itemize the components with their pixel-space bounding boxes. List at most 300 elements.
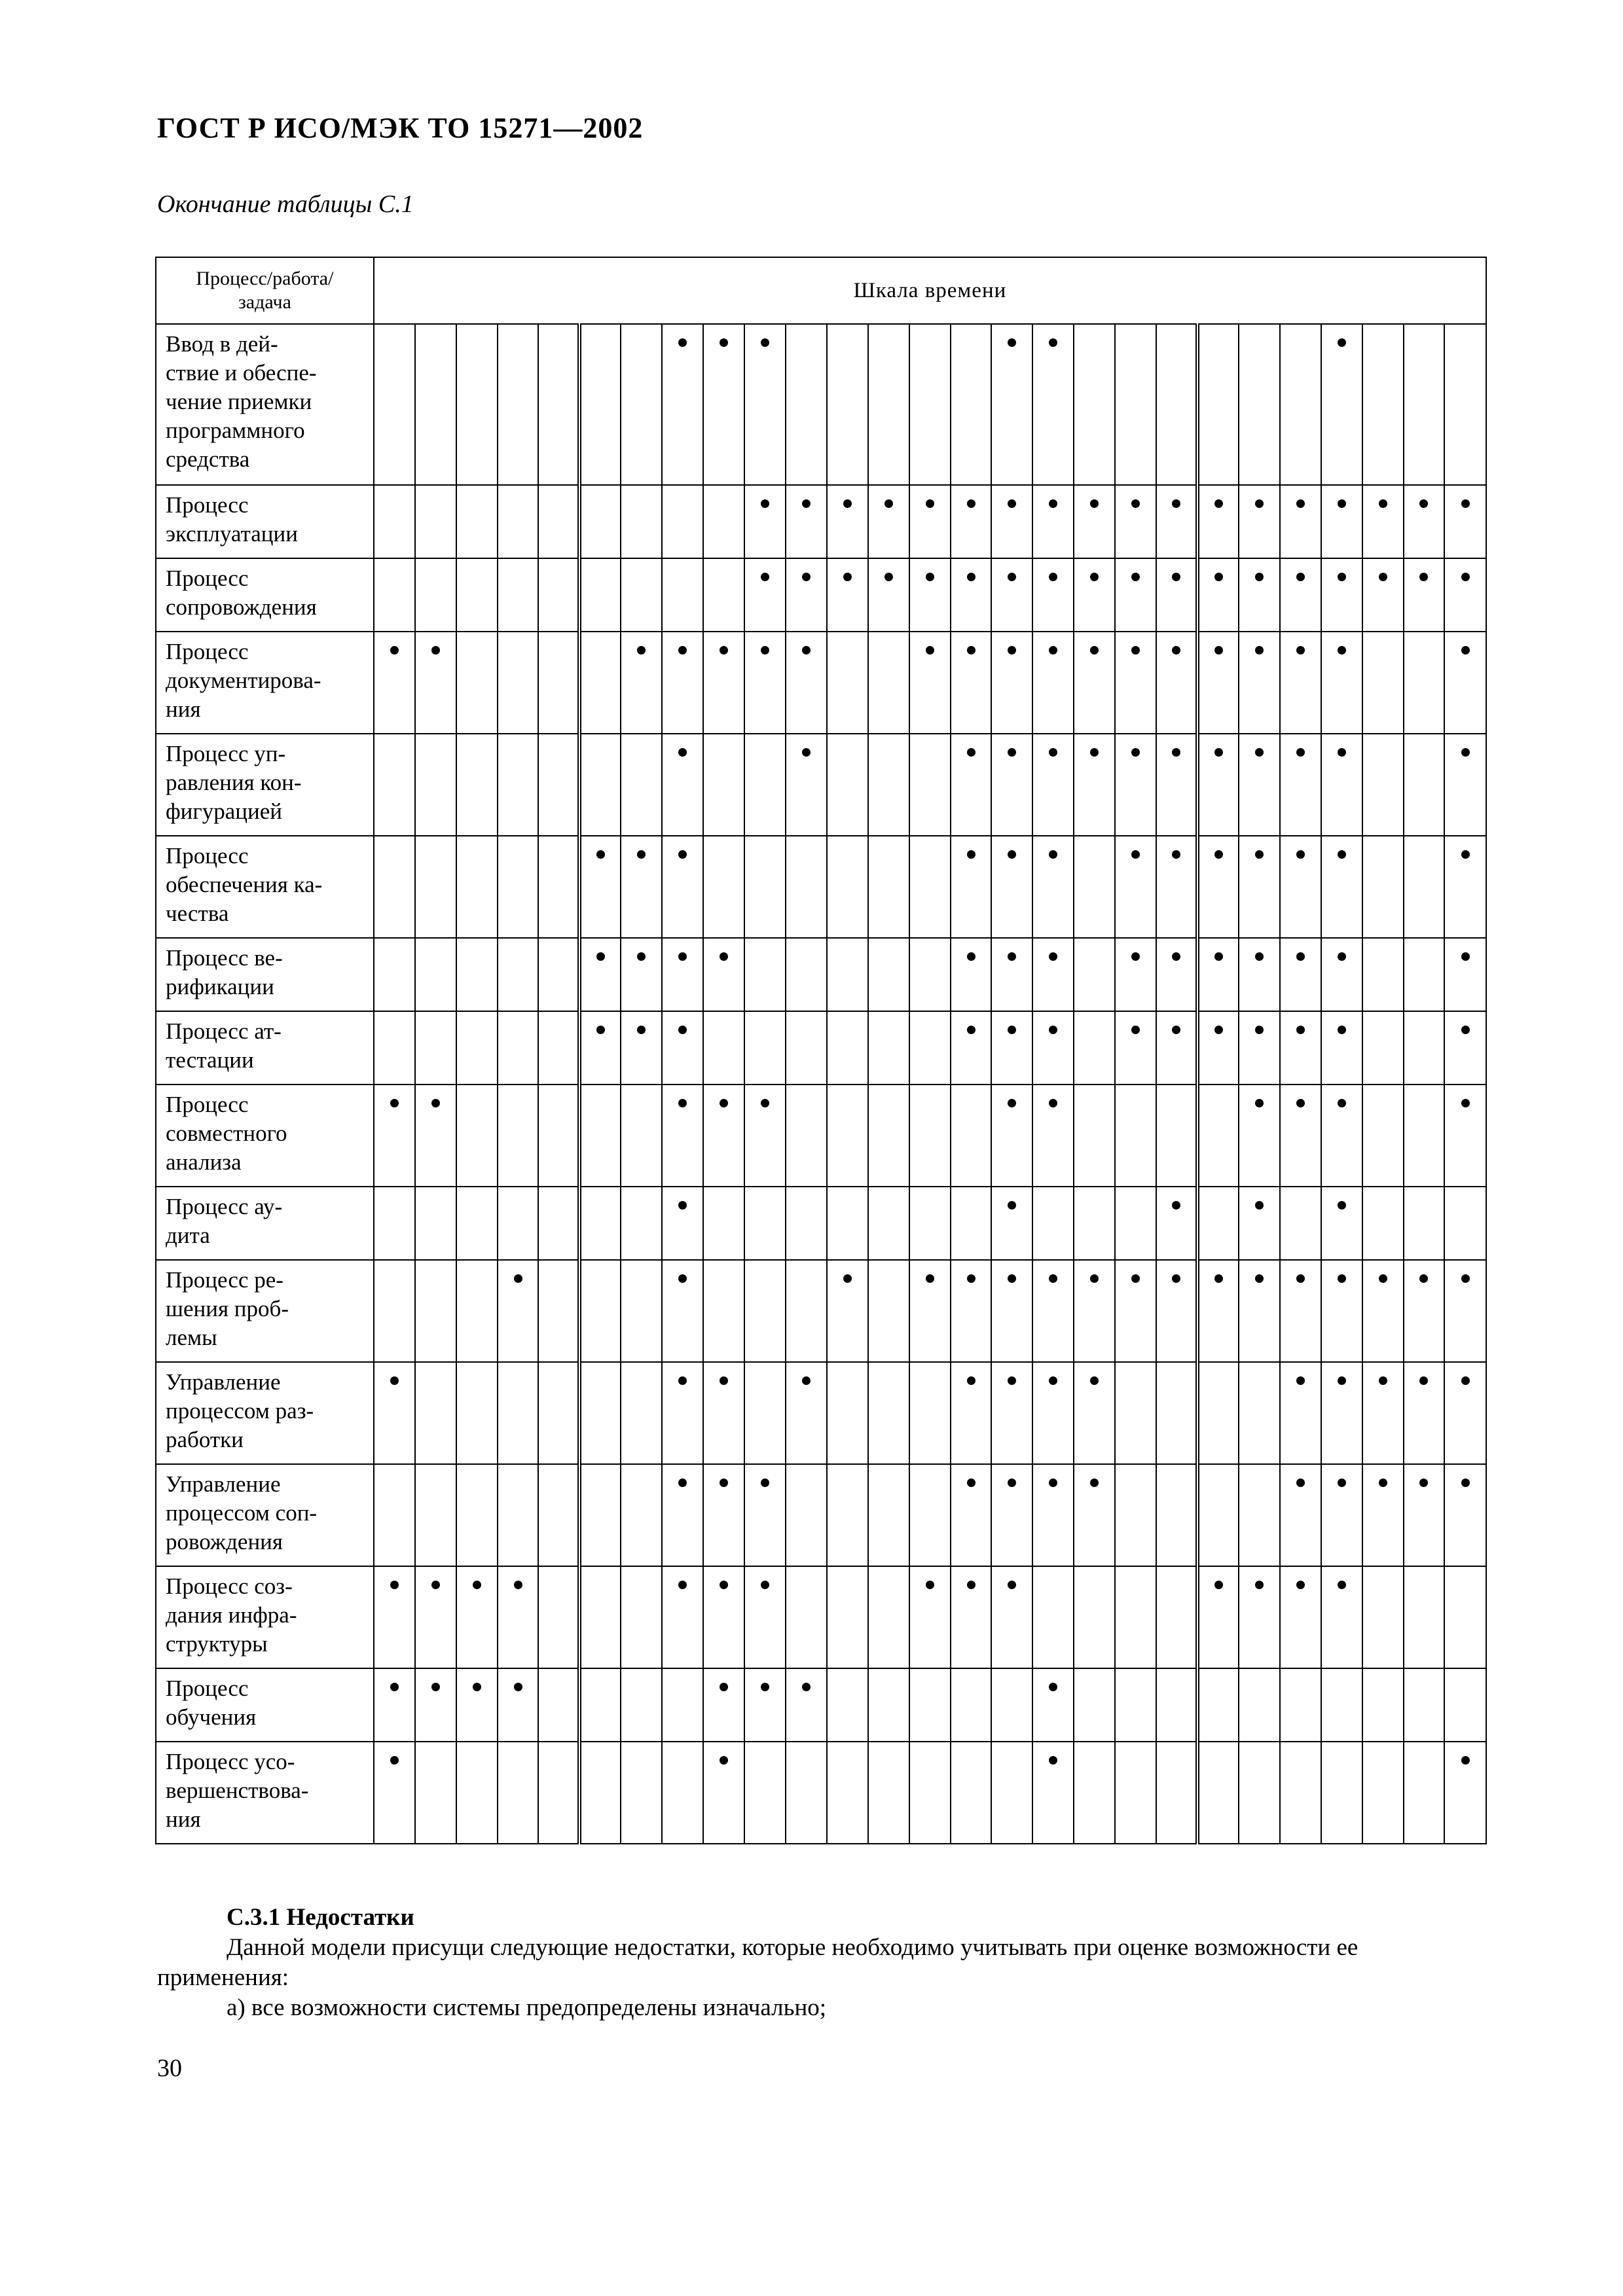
timeline-cell (1032, 558, 1074, 632)
activity-dot-icon (884, 499, 893, 508)
process-label (156, 1464, 374, 1566)
timeline-cell (1115, 1260, 1156, 1362)
timeline-cell (703, 1011, 744, 1085)
timeline-cell (415, 938, 456, 1011)
timeline-cell (909, 1668, 951, 1742)
timeline-cell (538, 1085, 579, 1187)
activity-dot-icon (967, 1376, 976, 1385)
timeline-cell (1074, 1362, 1115, 1464)
activity-dot-icon (1379, 1274, 1387, 1283)
timeline-cell (456, 1260, 498, 1362)
timeline-cell (456, 324, 498, 485)
activity-dot-icon (1461, 1099, 1470, 1107)
timeline-cell (1404, 1187, 1445, 1260)
timeline-cell (909, 1187, 951, 1260)
timeline-cell (703, 1742, 744, 1844)
timeline-cell (1156, 632, 1197, 734)
timeline-cell (538, 938, 579, 1011)
timeline-cell (1197, 558, 1239, 632)
activity-dot-icon (761, 1581, 769, 1589)
activity-dot-icon (1172, 499, 1180, 508)
timeline-cell (1032, 1742, 1074, 1844)
activity-dot-icon (1049, 1756, 1057, 1765)
timeline-cell (662, 1668, 703, 1742)
timeline-cell (1197, 1464, 1239, 1566)
timeline-cell (1156, 734, 1197, 836)
activity-dot-icon (1008, 1376, 1016, 1385)
timeline-cell (909, 324, 951, 485)
activity-dot-icon (678, 850, 687, 859)
timeline-cell (991, 1260, 1032, 1362)
timeline-cell (786, 485, 827, 558)
timeline-cell (1239, 836, 1280, 938)
table-row (156, 938, 1486, 1011)
timeline-cell (579, 1668, 621, 1742)
activity-dot-icon (720, 1479, 728, 1487)
activity-dot-icon (967, 1026, 976, 1034)
activity-dot-icon (1338, 1479, 1346, 1487)
timeline-cell (1444, 1464, 1486, 1566)
timeline-cell (579, 1260, 621, 1362)
timeline-cell (868, 324, 909, 485)
activity-dot-icon (1338, 499, 1346, 508)
list-item-a-text: а) все возможности системы предопределены изначально; (227, 1994, 827, 2021)
activity-dot-icon (473, 1581, 481, 1589)
timeline-cell (1074, 836, 1115, 938)
timeline-cell (1362, 836, 1404, 938)
timeline-cell (1032, 938, 1074, 1011)
timeline-cell (621, 1566, 662, 1668)
timeline-cell (1404, 1260, 1445, 1362)
timeline-cell (456, 1085, 498, 1187)
activity-dot-icon (431, 646, 440, 655)
timeline-cell (1239, 1668, 1280, 1742)
activity-dot-icon (678, 1026, 687, 1034)
timeline-cell (456, 1464, 498, 1566)
timeline-cell (1239, 324, 1280, 485)
activity-dot-icon (761, 573, 769, 581)
activity-dot-icon (1008, 1026, 1016, 1034)
timeline-cell (1156, 836, 1197, 938)
activity-dot-icon (1214, 748, 1223, 757)
timeline-cell (1115, 324, 1156, 485)
timeline-cell (1239, 1260, 1280, 1362)
activity-dot-icon (1131, 646, 1140, 655)
timeline-cell (827, 1011, 868, 1085)
timeline-cell (415, 1668, 456, 1742)
activity-dot-icon (1338, 1026, 1346, 1034)
timeline-cell (827, 836, 868, 938)
timeline-cell (951, 938, 992, 1011)
process-label-text: Процесс ве- рификации (166, 945, 283, 999)
timeline-cell (579, 1187, 621, 1260)
activity-dot-icon (926, 1581, 934, 1589)
timeline-cell (1074, 734, 1115, 836)
activity-dot-icon (761, 1683, 769, 1691)
timeline-cell (1032, 1085, 1074, 1187)
activity-dot-icon (967, 1479, 976, 1487)
activity-dot-icon (1049, 1274, 1057, 1283)
timeline-cell (374, 1187, 415, 1260)
timeline-cell (415, 632, 456, 734)
activity-dot-icon (390, 1099, 399, 1107)
activity-dot-icon (967, 850, 976, 859)
timeline-cell (579, 1464, 621, 1566)
timeline-cell (1404, 485, 1445, 558)
activity-dot-icon (1049, 748, 1057, 757)
timeline-cell (909, 938, 951, 1011)
timeline-cell (1362, 1187, 1404, 1260)
timeline-cell (1074, 1187, 1115, 1260)
timeline-cell (951, 734, 992, 836)
activity-dot-icon (514, 1274, 522, 1283)
timeline-cell (1280, 1362, 1321, 1464)
timeline-cell (1404, 1011, 1445, 1085)
timeline-cell (498, 1187, 539, 1260)
timeline-cell (456, 558, 498, 632)
process-label (156, 1085, 374, 1187)
timeline-cell (1074, 1566, 1115, 1668)
timeline-cell (827, 1668, 868, 1742)
process-label-text: Процесс ат- тестации (166, 1018, 282, 1073)
timeline-cell (1444, 632, 1486, 734)
timeline-cell (1321, 1566, 1362, 1668)
activity-dot-icon (1461, 1274, 1470, 1283)
activity-dot-icon (1090, 1274, 1099, 1283)
timeline-cell (1404, 1085, 1445, 1187)
timeline-cell (498, 1566, 539, 1668)
table-row (156, 1085, 1486, 1187)
timeline-cell (1404, 1464, 1445, 1566)
activity-dot-icon (1172, 850, 1180, 859)
activity-dot-icon (1214, 1274, 1223, 1283)
timeline-cell (909, 485, 951, 558)
timeline-cell (662, 1362, 703, 1464)
table-row (156, 1187, 1486, 1260)
table-row (156, 632, 1486, 734)
activity-dot-icon (720, 1099, 728, 1107)
timeline-cell (1197, 734, 1239, 836)
process-label (156, 1668, 374, 1742)
activity-dot-icon (1255, 1026, 1264, 1034)
timeline-cell (538, 1260, 579, 1362)
process-label-text: Процесс соз- дания инфра- структуры (166, 1573, 297, 1657)
activity-dot-icon (761, 1479, 769, 1487)
timeline-cell (909, 1085, 951, 1187)
timeline-cell (909, 734, 951, 836)
timeline-cell (1280, 1742, 1321, 1844)
activity-dot-icon (1255, 1274, 1264, 1283)
timeline-cell (1362, 485, 1404, 558)
timeline-cell (498, 734, 539, 836)
timeline-cell (1280, 1011, 1321, 1085)
timeline-cell (579, 836, 621, 938)
activity-dot-icon (1214, 850, 1223, 859)
timeline-cell (621, 1011, 662, 1085)
activity-dot-icon (514, 1683, 522, 1691)
timeline-cell (1156, 1362, 1197, 1464)
activity-dot-icon (1255, 646, 1264, 655)
activity-dot-icon (1131, 1274, 1140, 1283)
timeline-cell (538, 1362, 579, 1464)
timeline-cell (1321, 1464, 1362, 1566)
timeline-cell (662, 1187, 703, 1260)
timeline-cell (951, 1085, 992, 1187)
activity-dot-icon (1461, 850, 1470, 859)
activity-dot-icon (967, 573, 976, 581)
activity-dot-icon (1296, 499, 1305, 508)
timeline-cell (1032, 1011, 1074, 1085)
activity-dot-icon (1461, 1756, 1470, 1765)
timeline-cell (621, 485, 662, 558)
activity-dot-icon (1338, 338, 1346, 347)
timeline-cell (991, 324, 1032, 485)
activity-dot-icon (1008, 850, 1016, 859)
timeline-cell (827, 632, 868, 734)
timeline-cell (538, 1566, 579, 1668)
timeline-cell (991, 1362, 1032, 1464)
timeline-cell (1362, 938, 1404, 1011)
timeline-cell (1239, 1742, 1280, 1844)
table-row (156, 558, 1486, 632)
timeline-cell (621, 632, 662, 734)
timeline-cell (662, 836, 703, 938)
activity-dot-icon (1461, 573, 1470, 581)
timeline-cell (538, 324, 579, 485)
process-label (156, 938, 374, 1011)
timeline-cell (1321, 324, 1362, 485)
activity-dot-icon (720, 1683, 728, 1691)
timeline-cell (1321, 632, 1362, 734)
process-label (156, 1566, 374, 1668)
activity-dot-icon (514, 1581, 522, 1589)
table-row (156, 1011, 1486, 1085)
timeline-cell (415, 485, 456, 558)
timeline-cell (1197, 1085, 1239, 1187)
timeline-cell (1404, 1668, 1445, 1742)
activity-dot-icon (1461, 1376, 1470, 1385)
timeline-cell (1156, 1011, 1197, 1085)
activity-dot-icon (1090, 646, 1099, 655)
activity-dot-icon (1338, 1376, 1346, 1385)
timeline-cell (786, 1464, 827, 1566)
timeline-cell (498, 1668, 539, 1742)
activity-dot-icon (720, 952, 728, 961)
timeline-cell (1239, 485, 1280, 558)
timeline-cell (1074, 485, 1115, 558)
timeline-cell (579, 1011, 621, 1085)
activity-dot-icon (1008, 748, 1016, 757)
timeline-cell (909, 632, 951, 734)
timeline-cell (1115, 1742, 1156, 1844)
timeline-cell (1404, 558, 1445, 632)
timeline-cell (951, 558, 992, 632)
timeline-cell (538, 1742, 579, 1844)
timeline-cell (662, 1742, 703, 1844)
timeline-cell (991, 734, 1032, 836)
activity-dot-icon (967, 1274, 976, 1283)
activity-dot-icon (1131, 573, 1140, 581)
timeline-cell (991, 1668, 1032, 1742)
timeline-cell (1404, 632, 1445, 734)
timeline-cell (415, 1566, 456, 1668)
table-header-row (156, 257, 1486, 324)
timeline-cell (786, 836, 827, 938)
timeline-cell (1321, 1260, 1362, 1362)
timeline-cell (909, 836, 951, 938)
activity-dot-icon (1008, 646, 1016, 655)
process-label-text: Ввод в дей- ствие и обеспе- чение приемки программного средства (166, 331, 317, 472)
timeline-cell (1032, 1362, 1074, 1464)
timeline-cell (909, 1362, 951, 1464)
timeline-cell (1444, 1085, 1486, 1187)
timeline-cell (415, 1362, 456, 1464)
timeline-cell (909, 1011, 951, 1085)
timeline-cell (1074, 632, 1115, 734)
activity-dot-icon (1008, 499, 1016, 508)
timeline-cell (456, 938, 498, 1011)
process-timeline-table (155, 257, 1487, 1844)
table-row (156, 485, 1486, 558)
timeline-cell (1239, 1464, 1280, 1566)
activity-dot-icon (1379, 1479, 1387, 1487)
timeline-cell (374, 324, 415, 485)
timeline-cell (951, 1668, 992, 1742)
timeline-cell (538, 558, 579, 632)
activity-dot-icon (1214, 573, 1223, 581)
timeline-cell (991, 1566, 1032, 1668)
timeline-cell (1280, 1464, 1321, 1566)
process-label (156, 1742, 374, 1844)
timeline-cell (951, 1566, 992, 1668)
timeline-cell (1032, 1566, 1074, 1668)
timeline-cell (538, 485, 579, 558)
activity-dot-icon (1296, 748, 1305, 757)
timeline-cell (498, 632, 539, 734)
timeline-cell (662, 734, 703, 836)
timeline-cell (951, 1464, 992, 1566)
activity-dot-icon (1255, 850, 1264, 859)
timeline-cell (1280, 632, 1321, 734)
timeline-cell (744, 1187, 786, 1260)
timeline-cell (579, 734, 621, 836)
activity-dot-icon (1338, 1274, 1346, 1283)
timeline-cell (951, 1742, 992, 1844)
timeline-cell (662, 558, 703, 632)
timeline-cell (1404, 1566, 1445, 1668)
timeline-cell (579, 485, 621, 558)
process-label (156, 1011, 374, 1085)
process-label (156, 324, 374, 485)
timeline-cell (415, 324, 456, 485)
activity-dot-icon (1049, 338, 1057, 347)
timeline-cell (1239, 558, 1280, 632)
timeline-cell (579, 324, 621, 485)
activity-dot-icon (1338, 952, 1346, 961)
activity-dot-icon (637, 1026, 646, 1034)
timeline-cell (1032, 485, 1074, 558)
timeline-cell (1197, 324, 1239, 485)
activity-dot-icon (1172, 952, 1180, 961)
timeline-cell (744, 1362, 786, 1464)
timeline-cell (498, 938, 539, 1011)
timeline-cell (1444, 1187, 1486, 1260)
activity-dot-icon (1049, 1376, 1057, 1385)
activity-dot-icon (761, 338, 769, 347)
activity-dot-icon (637, 646, 646, 655)
timeline-cell (1074, 1011, 1115, 1085)
timeline-cell (621, 1362, 662, 1464)
timeline-cell (456, 1742, 498, 1844)
timeline-cell (744, 1464, 786, 1566)
table-row (156, 1362, 1486, 1464)
timeline-cell (621, 1742, 662, 1844)
activity-dot-icon (1049, 850, 1057, 859)
timeline-cell (827, 485, 868, 558)
timeline-cell (991, 558, 1032, 632)
timeline-cell (1115, 1011, 1156, 1085)
timeline-cell (1197, 1260, 1239, 1362)
timeline-cell (1197, 1011, 1239, 1085)
timeline-cell (1032, 324, 1074, 485)
timeline-cell (827, 1260, 868, 1362)
timeline-cell (703, 938, 744, 1011)
activity-dot-icon (1296, 1026, 1305, 1034)
activity-dot-icon (926, 646, 934, 655)
activity-dot-icon (678, 338, 687, 347)
timeline-cell (1321, 836, 1362, 938)
timeline-cell (456, 1566, 498, 1668)
activity-dot-icon (843, 499, 852, 508)
timeline-cell (991, 632, 1032, 734)
activity-dot-icon (1461, 1479, 1470, 1487)
activity-dot-icon (1338, 646, 1346, 655)
timeline-cell (827, 1566, 868, 1668)
timeline-cell (456, 734, 498, 836)
timeline-cell (786, 558, 827, 632)
activity-dot-icon (843, 573, 852, 581)
timeline-cell (1115, 485, 1156, 558)
timeline-cell (868, 1362, 909, 1464)
paragraph-text: Данной модели присущи следующие недостатки, которые необходимо учитывать при оценке возможности ее применения: (157, 1934, 1359, 1991)
timeline-cell (498, 1260, 539, 1362)
activity-dot-icon (1461, 1026, 1470, 1034)
timeline-cell (951, 1187, 992, 1260)
timeline-cell (744, 558, 786, 632)
timeline-cell (1444, 1260, 1486, 1362)
activity-dot-icon (1296, 952, 1305, 961)
timeline-cell (415, 1085, 456, 1187)
timeline-cell (662, 1566, 703, 1668)
activity-dot-icon (802, 646, 811, 655)
timeline-cell (703, 558, 744, 632)
timeline-cell (744, 1742, 786, 1844)
timeline-cell (374, 1260, 415, 1362)
timeline-cell (538, 734, 579, 836)
activity-dot-icon (1296, 850, 1305, 859)
timeline-cell (1362, 1464, 1404, 1566)
process-label (156, 1187, 374, 1260)
table-row (156, 1668, 1486, 1742)
timeline-cell (1444, 324, 1486, 485)
timeline-cell (703, 1668, 744, 1742)
activity-dot-icon (967, 646, 976, 655)
timeline-cell (1032, 1464, 1074, 1566)
timeline-cell (827, 1464, 868, 1566)
activity-dot-icon (1255, 1581, 1264, 1589)
timeline-cell (538, 1011, 579, 1085)
timeline-cell (744, 485, 786, 558)
